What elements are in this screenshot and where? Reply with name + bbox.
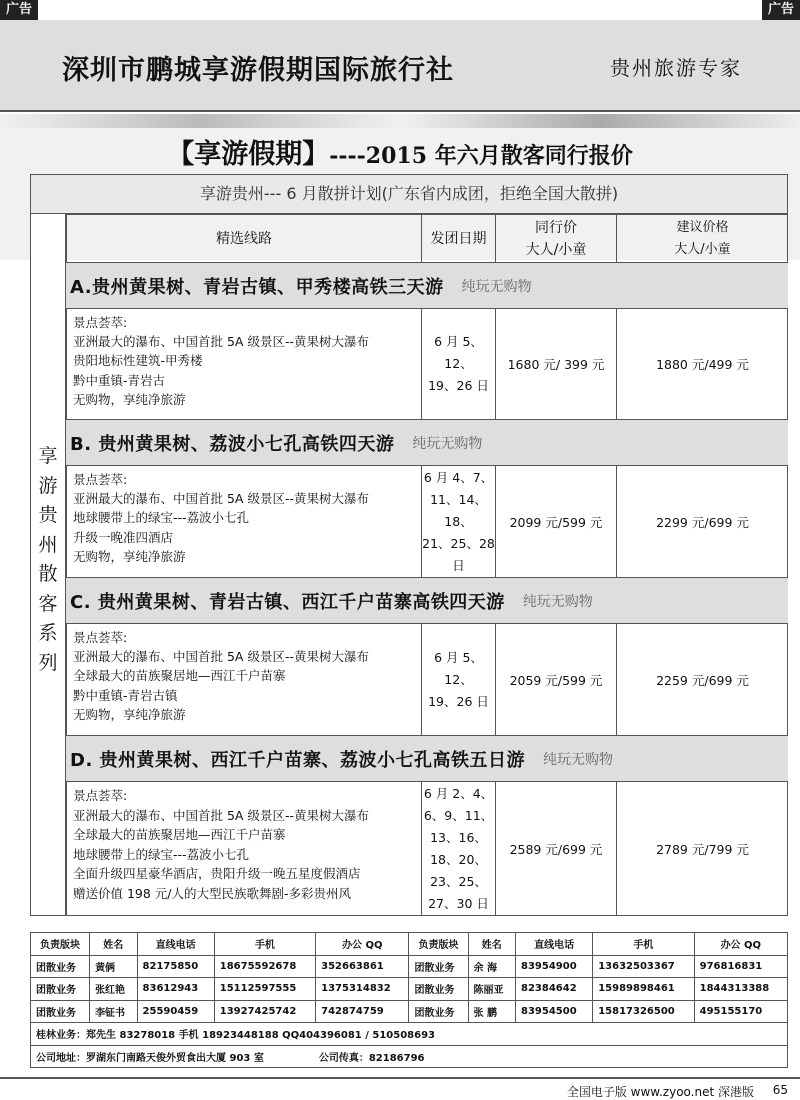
- peer-price: 2589 元/699 元: [495, 781, 616, 916]
- route-note: 纯玩无购物: [461, 278, 532, 295]
- page-number: 65: [772, 1083, 788, 1097]
- contacts-cell: 1844313388: [694, 978, 787, 1001]
- route-details: [66, 465, 421, 577]
- contacts-row: [31, 1000, 788, 1023]
- subheading: 享游贵州--- 6 月散拼计划(广东省内成团，拒绝全国大散拼): [30, 174, 788, 214]
- route-title-row: [66, 419, 788, 465]
- route-name: D. 贵州黄果树、西江千户苗寨、荔波小七孔高铁五日游: [70, 749, 526, 771]
- route-detail-line: 地球腰带上的绿宝---荔波小七孔: [73, 846, 250, 862]
- series-label-char: 游: [38, 474, 58, 497]
- route-detail-line: 亚洲最大的瀑布、中国首批 5A 级景区--黄果树大瀑布: [73, 491, 369, 507]
- route-details: [66, 781, 421, 916]
- route-detail-line: 全面升级四星豪华酒店，贵阳升级一晚五星度假酒店: [73, 866, 361, 882]
- contacts-cell: 82384642: [516, 978, 593, 1001]
- header-route: [66, 214, 421, 262]
- header-date: [421, 214, 495, 262]
- route-date-line: 18、20、: [430, 852, 487, 867]
- route-detail-line: 无购物，享纯净旅游: [73, 706, 186, 722]
- route-date-line: 23、25、: [430, 874, 487, 889]
- suggest-price: 1880 元/499 元: [616, 308, 788, 419]
- contacts-cell: 82175850: [137, 955, 214, 978]
- route-title-row: [66, 577, 788, 623]
- route-detail-line: 升级一晚准四酒店: [73, 529, 174, 545]
- series-label-char: 贵: [38, 504, 58, 526]
- route-detail-line: 黔中重镇-青岩古镇: [73, 687, 178, 703]
- route-note: 纯玩无购物: [412, 435, 483, 452]
- contacts-cell: 25590459: [137, 1000, 214, 1023]
- header-peer-price-label: 同行价: [535, 219, 577, 236]
- header-route-label: 精选线路: [216, 230, 272, 247]
- route-detail-line: 无购物，享纯净旅游: [73, 548, 186, 564]
- route-date-line: 6 月 5、12、: [434, 334, 483, 371]
- route-date-line: 19、26 日: [428, 378, 489, 393]
- contacts-header-cell: 办公 QQ: [316, 933, 409, 956]
- contacts-body: [31, 955, 788, 1023]
- suggest-price: 2789 元/799 元: [616, 781, 788, 916]
- contacts-header-cell: 手机: [214, 933, 315, 956]
- contacts-cell: 团散业务: [409, 1000, 468, 1023]
- address-cell: [31, 1045, 788, 1068]
- route-date-line: 27、30 日: [428, 896, 489, 911]
- contacts-header-cell: 办公 QQ: [694, 933, 787, 956]
- header-suggest-price-sub: 大人/小童: [674, 241, 731, 257]
- route-name: A.贵州黄果树、青岩古镇、甲秀楼高铁三天游: [70, 276, 444, 298]
- company-name: 深圳市鹏城享游假期国际旅行社: [62, 55, 454, 86]
- contacts-header-cell: 姓名: [468, 933, 515, 956]
- route-dates: [421, 465, 495, 577]
- page-title: [0, 132, 800, 171]
- contacts-header-row: [31, 933, 788, 956]
- contacts-table: [30, 932, 788, 1068]
- contacts-cell: 李钲书: [90, 1000, 137, 1023]
- guilin-line: 桂林业务：郑先生 83278018 手机 18923448188 QQ404396081 / 510508693: [31, 1023, 788, 1046]
- contacts-cell: 余 海: [468, 955, 515, 978]
- route-date-line: 11、14、18、: [430, 491, 487, 529]
- route-dates: [421, 781, 495, 916]
- contacts-cell: 976816831: [694, 955, 787, 978]
- footer-text: 全国电子版 www.zyoo.net 深港版: [566, 1085, 754, 1099]
- route-title-row: [66, 262, 788, 308]
- header-banner: [0, 20, 800, 112]
- title-text: ----2015 年六月散客同行报价: [329, 143, 633, 169]
- guilin-row: [31, 1023, 788, 1046]
- route-detail-line: 景点荟萃:: [73, 472, 128, 487]
- peer-price: 1680 元/ 399 元: [495, 308, 616, 419]
- contacts-cell: 团散业务: [31, 978, 90, 1001]
- contacts-cell: 张 鹏: [468, 1000, 515, 1023]
- header-date-label: 发团日期: [430, 230, 487, 247]
- series-label-char: 列: [38, 651, 58, 674]
- route-detail-line: 景点荟萃:: [73, 630, 128, 645]
- route-note: 纯玩无购物: [543, 751, 614, 768]
- contacts-cell: 团散业务: [409, 978, 468, 1001]
- contacts-cell: 83612943: [137, 978, 214, 1001]
- route-detail-line: 黔中重镇-青岩古: [73, 372, 166, 388]
- contacts-header-cell: 手机: [593, 933, 694, 956]
- contacts-header-cell: 负责版块: [31, 933, 90, 956]
- route-detail-line: 贵阳地标性建筑-甲秀楼: [73, 353, 203, 369]
- contacts-cell: 83954500: [516, 1000, 593, 1023]
- contacts-cell: 15989898461: [593, 978, 694, 1001]
- decorative-strip: [0, 114, 800, 128]
- route-detail-line: 景点荟萃:: [73, 788, 128, 803]
- route-date-line: 6 月 4、7、: [423, 469, 494, 485]
- route-detail-line: 地球腰带上的绿宝---荔波小七孔: [73, 510, 250, 526]
- route-detail-line: 亚洲最大的瀑布、中国首批 5A 级景区--黄果树大瀑布: [73, 334, 369, 350]
- slogan: 贵州旅游专家: [610, 56, 742, 80]
- route-detail-line: 亚洲最大的瀑布、中国首批 5A 级景区--黄果树大瀑布: [73, 807, 369, 823]
- contacts-cell: 1375314832: [316, 978, 409, 1001]
- route-detail-line: 赠送价值 198 元/人的大型民族歌舞剧-多彩贵州风: [73, 885, 352, 901]
- peer-price: 2059 元/599 元: [495, 623, 616, 735]
- series-label-char: 客: [38, 592, 58, 615]
- route-name: B. 贵州黄果树、荔波小七孔高铁四天游: [70, 433, 395, 455]
- route-date-line: 6 月 5、12、: [434, 649, 483, 687]
- route-detail-line: 景点荟萃:: [73, 315, 128, 330]
- series-label-char: 州: [38, 533, 58, 556]
- route-detail-line: 全球最大的苗族聚居地—西江千户苗寨: [73, 827, 286, 843]
- route-detail-line: 无购物，享纯净旅游: [73, 391, 186, 407]
- contacts-cell: 团散业务: [409, 955, 468, 978]
- route-title-row: [66, 735, 788, 781]
- fax-line: 公司传真：82186796: [318, 1052, 425, 1064]
- title-brand: 【享游假期】: [167, 139, 330, 170]
- route-date-line: 日: [452, 557, 465, 573]
- route-detail-line: 亚洲最大的瀑布、中国首批 5A 级景区--黄果树大瀑布: [73, 649, 369, 665]
- address-row: [31, 1045, 788, 1068]
- peer-price: 2099 元/599 元: [495, 465, 616, 577]
- route-date-line: 13、16、: [430, 830, 487, 845]
- contacts-header-cell: 直线电话: [137, 933, 214, 956]
- header-peer-price: [495, 214, 616, 262]
- contacts-cell: 495155170: [694, 1000, 787, 1023]
- route-dates: [421, 308, 495, 419]
- header-peer-price-sub: 大人/小童: [525, 241, 587, 258]
- contacts-row: [31, 978, 788, 1001]
- contacts-cell: 18675592678: [214, 955, 315, 978]
- contacts-cell: 团散业务: [31, 955, 90, 978]
- contacts-row: [31, 955, 788, 978]
- contacts-cell: 团散业务: [31, 1000, 90, 1023]
- route-note: 纯玩无购物: [522, 593, 593, 610]
- route-detail-line: 全球最大的苗族聚居地—西江千户苗寨: [73, 668, 286, 684]
- route-date-line: 21、25、28: [422, 535, 495, 551]
- series-label-char: 散: [38, 563, 58, 585]
- contacts-cell: 352663861: [316, 955, 409, 978]
- series-label: [31, 442, 65, 678]
- header-suggest-price: [616, 214, 788, 262]
- route-details: [66, 308, 421, 419]
- ad-label-right: 广告: [762, 0, 800, 20]
- contacts-cell: 陈丽亚: [468, 978, 515, 1001]
- contacts-cell: 742874759: [316, 1000, 409, 1023]
- contacts-cell: 83954900: [516, 955, 593, 978]
- suggest-price: 2259 元/699 元: [616, 623, 788, 735]
- contacts-header-cell: 姓名: [90, 933, 137, 956]
- price-table: [66, 214, 788, 916]
- route-date-line: 19、26 日: [428, 693, 489, 709]
- footer: [0, 1077, 800, 1100]
- series-label-char: 享: [38, 445, 58, 467]
- series-sidebar: [30, 214, 66, 916]
- route-dates: [421, 623, 495, 735]
- contacts-cell: 黄俩: [90, 955, 137, 978]
- series-label-char: 系: [38, 622, 58, 644]
- route-date-line: 6、9、11、: [423, 808, 494, 823]
- route-details: [66, 623, 421, 735]
- contacts-cell: 13927425742: [214, 1000, 315, 1023]
- contacts-cell: 15112597555: [214, 978, 315, 1001]
- header-suggest-price-label: 建议价格: [676, 219, 729, 235]
- contacts-header-cell: 直线电话: [516, 933, 593, 956]
- contacts-cell: 15817326500: [593, 1000, 694, 1023]
- address-line: 公司地址：罗湖东门南路天俊外贸食出大厦 903 室: [36, 1052, 264, 1064]
- suggest-price: 2299 元/699 元: [616, 465, 788, 577]
- contacts-header-cell: 负责版块: [409, 933, 468, 956]
- route-name: C. 贵州黄果树、青岩古镇、西江千户苗寨高铁四天游: [70, 591, 505, 613]
- contacts-cell: 13632503367: [593, 955, 694, 978]
- route-date-line: 6 月 2、4、: [423, 786, 494, 801]
- contacts-cell: 张红艳: [90, 978, 137, 1001]
- ad-label-left: 广告: [0, 0, 38, 20]
